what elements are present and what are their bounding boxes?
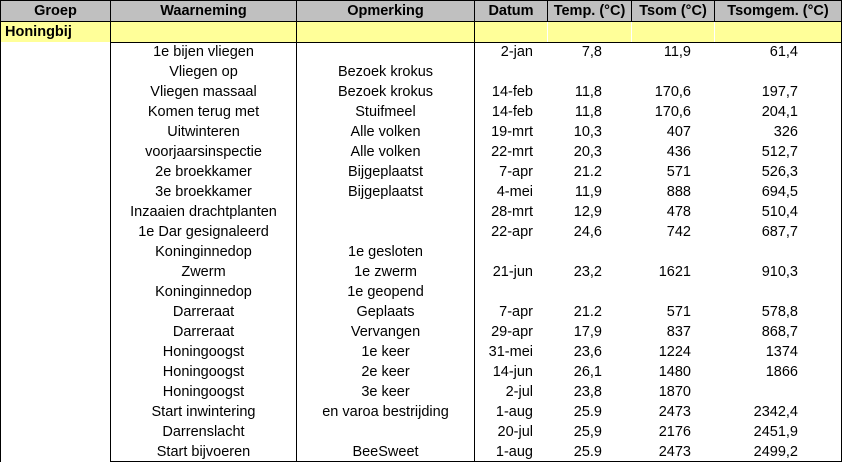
cell-tsomgem[interactable]: 61,4 [769,44,798,60]
cell-tsom[interactable]: 478 [666,204,691,220]
table-row [0,102,842,122]
cell-opmerking[interactable]: Bezoek krokus [337,84,434,100]
header-temp[interactable]: Temp. (°C) [548,1,631,21]
cell-tsom[interactable]: 11,9 [663,44,691,60]
cell-temp[interactable]: 21.2 [573,304,602,320]
grid-line [0,0,1,462]
cell-opmerking[interactable]: Geplaats [356,304,415,320]
cell-datum[interactable]: 19-mrt [491,124,533,140]
cell-tsomgem[interactable]: 526,3 [761,164,798,180]
group-cell[interactable] [111,22,296,42]
cell-tsom[interactable]: 837 [666,324,691,340]
cell-tsom[interactable]: 407 [666,124,691,140]
cell-datum[interactable] [475,62,547,82]
cell-tsomgem[interactable]: 510,4 [761,204,798,220]
table-row [0,402,842,422]
cell-tsom[interactable]: 571 [666,304,691,320]
cell-tsom[interactable]: 436 [666,144,691,160]
cell-opmerking[interactable] [297,222,474,242]
cell-temp[interactable]: 23,6 [573,344,602,360]
cell-opmerking[interactable] [297,42,474,62]
cell-datum[interactable]: 14-feb [491,84,533,100]
cell-tsomgem[interactable]: 204,1 [761,104,798,120]
cell-datum[interactable]: 7-apr [499,164,533,180]
cell-tsom[interactable]: 1870 [658,384,691,400]
cell-waarneming[interactable]: Inzaaien drachtplanten [130,204,277,220]
cell-tsomgem[interactable] [715,242,841,262]
cell-tsomgem[interactable]: 512,7 [761,144,798,160]
table-row [0,362,842,382]
cell-opmerking[interactable]: Bijgeplaatst [348,184,423,200]
table-row [0,122,842,142]
table-row [0,182,842,202]
cell-waarneming[interactable]: voorjaarsinspectie [145,144,262,160]
cell-tsom[interactable]: 170,6 [654,104,691,120]
cell-tsomgem[interactable]: 910,3 [761,264,798,280]
table-row [0,382,842,402]
table-row [0,242,842,262]
grid-line [0,21,842,22]
cell-datum[interactable]: 28-mrt [491,204,533,220]
cell-tsomgem[interactable] [715,62,841,82]
cell-temp[interactable]: 17,9 [573,324,602,340]
header-opmerking[interactable]: Opmerking [297,1,474,21]
cell-opmerking[interactable]: BeeSweet [352,444,419,460]
cell-temp[interactable]: 23,2 [573,264,602,280]
cell-datum[interactable]: 21-jun [492,264,533,280]
cell-tsom[interactable]: 571 [666,164,691,180]
group-label[interactable]: Honingbij [1,22,110,42]
table-row [0,222,842,242]
cell-waarneming[interactable]: Komen terug met [147,104,260,120]
cell-opmerking[interactable] [297,202,474,222]
cell-opmerking[interactable]: 3e keer [361,384,410,400]
cell-tsomgem[interactable]: 2342,4 [753,404,798,420]
cell-opmerking[interactable]: 1e gesloten [348,244,423,260]
cell-datum[interactable]: 7-apr [499,304,533,320]
cell-tsom[interactable] [632,242,714,262]
cell-waarneming[interactable]: Vliegen massaal [150,84,257,100]
cell-tsom[interactable]: 2176 [658,424,691,440]
cell-datum[interactable]: 22-mrt [491,144,533,160]
cell-temp[interactable] [548,242,631,262]
cell-waarneming[interactable]: Vliegen op [169,64,238,80]
cell-tsomgem[interactable]: 578,8 [761,304,798,320]
group-cell[interactable] [475,22,547,42]
cell-tsomgem[interactable]: 197,7 [761,84,798,100]
cell-temp[interactable]: 21.2 [573,164,602,180]
cell-temp[interactable]: 25.9 [573,444,602,460]
cell-waarneming[interactable]: 1e Dar gesignaleerd [138,224,269,240]
table-row [0,202,842,222]
cell-waarneming[interactable]: Honingoogst [162,384,245,400]
table-row [0,82,842,102]
cell-opmerking[interactable]: en varoa bestrijding [322,404,449,420]
cell-tsomgem[interactable] [715,282,841,302]
cell-temp[interactable]: 25.9 [573,404,602,420]
grid-line [110,42,842,43]
cell-waarneming[interactable]: 2e broekkamer [155,164,252,180]
cell-waarneming[interactable]: 1e bijen vliegen [153,44,254,60]
cell-datum[interactable]: 29-apr [491,324,533,340]
header-datum[interactable]: Datum [475,1,547,21]
table-row [0,422,842,442]
cell-waarneming[interactable]: Start bijvoeren [156,444,251,460]
group-cell[interactable] [297,22,474,42]
cell-tsomgem[interactable]: 326 [773,124,798,140]
cell-tsom[interactable]: 1621 [658,264,691,280]
header-groep[interactable]: Groep [1,1,110,21]
cell-waarneming[interactable]: Koninginnedop [155,284,252,300]
cell-opmerking[interactable]: 1e zwerm [354,264,417,280]
group-cell[interactable] [548,22,631,42]
table-row [0,322,842,342]
cell-datum[interactable]: 2-jul [505,384,533,400]
cell-opmerking[interactable]: Stuifmeel [355,104,416,120]
cell-datum[interactable]: 20-jul [497,424,533,440]
group-row [0,22,842,42]
cell-waarneming[interactable]: Darrenslacht [162,424,245,440]
cell-datum[interactable]: 2-jan [500,44,533,60]
grid-line [631,0,632,22]
grid-line [714,0,715,22]
cell-waarneming[interactable]: Honingoogst [162,364,245,380]
grid-line [110,0,111,462]
table-row [0,302,842,322]
cell-tsomgem[interactable]: 1866 [765,364,798,380]
cell-datum[interactable] [475,242,547,262]
cell-datum[interactable]: 22-apr [491,224,533,240]
header-tsom[interactable]: Tsom (°C) [632,1,714,21]
grid-line [474,0,475,462]
cell-waarneming[interactable]: Start inwintering [151,404,256,420]
grid-line [547,0,548,22]
table-row [0,62,842,82]
table-row [0,282,842,302]
cell-tsomgem[interactable]: 868,7 [761,324,798,340]
cell-opmerking[interactable]: Vervangen [350,324,421,340]
cell-tsom[interactable] [632,282,714,302]
cell-tsom[interactable]: 888 [666,184,691,200]
cell-tsom[interactable]: 742 [666,224,691,240]
cell-waarneming[interactable]: Zwerm [181,264,226,280]
cell-opmerking[interactable]: 2e keer [361,364,410,380]
grid-line [0,0,842,1]
table-row [0,262,842,282]
cell-temp[interactable]: 24,6 [573,224,602,240]
cell-waarneming[interactable]: Darreraat [172,324,235,340]
cell-temp[interactable]: 23,8 [573,384,602,400]
cell-opmerking[interactable]: Bezoek krokus [337,64,434,80]
cell-temp[interactable] [548,62,631,82]
cell-waarneming[interactable]: Darreraat [172,304,235,320]
cell-datum[interactable]: 4-mei [496,184,533,200]
cell-opmerking[interactable]: Bijgeplaatst [348,164,423,180]
cell-tsomgem[interactable]: 1374 [765,344,798,360]
cell-datum[interactable]: 31-mei [488,344,533,360]
header-row [0,1,842,21]
table-row [0,162,842,182]
cell-opmerking[interactable]: Alle volken [350,144,421,160]
cell-tsomgem[interactable]: 687,7 [761,224,798,240]
cell-temp[interactable]: 12,9 [573,204,602,220]
cell-tsom[interactable] [632,62,714,82]
table-row [0,42,842,62]
cell-temp[interactable]: 26,1 [573,364,602,380]
cell-temp[interactable]: 11,9 [574,184,602,200]
table-row [0,342,842,362]
cell-datum[interactable]: 14-feb [491,104,533,120]
cell-waarneming[interactable]: Honingoogst [162,344,245,360]
cell-tsom[interactable]: 1224 [658,344,691,360]
cell-waarneming[interactable]: 3e broekkamer [155,184,252,200]
header-waarneming[interactable]: Waarneming [111,1,296,21]
cell-waarneming[interactable]: Koninginnedop [155,244,252,260]
cell-opmerking[interactable]: 1e geopend [347,284,424,300]
cell-tsom[interactable]: 170,6 [654,84,691,100]
cell-tsom[interactable]: 2473 [658,444,691,460]
cell-tsomgem[interactable] [715,382,841,402]
cell-opmerking[interactable] [297,422,474,442]
cell-temp[interactable]: 11,8 [574,104,602,120]
cell-temp[interactable]: 10,3 [573,124,602,140]
group-cell[interactable] [715,22,841,42]
cell-datum[interactable] [475,282,547,302]
group-cell[interactable] [632,22,714,42]
cell-datum[interactable]: 1-aug [495,444,533,460]
grid-line [296,0,297,462]
cell-datum[interactable]: 14-jun [492,364,533,380]
cell-tsomgem[interactable]: 2451,9 [753,424,798,440]
cell-tsomgem[interactable]: 694,5 [761,184,798,200]
cell-tsomgem[interactable]: 2499,2 [753,444,798,460]
cell-temp[interactable]: 20,3 [573,144,602,160]
table-row [0,142,842,162]
cell-temp[interactable] [548,282,631,302]
table-row [0,442,842,462]
cell-temp[interactable]: 7,8 [581,44,602,60]
cell-datum[interactable]: 1-aug [495,404,533,420]
header-tsomgem[interactable]: Tsomgem. (°C) [715,1,841,21]
cell-opmerking[interactable]: 1e keer [361,344,410,360]
cell-tsom[interactable]: 2473 [658,404,691,420]
cell-temp[interactable]: 11,8 [574,84,602,100]
cell-tsom[interactable]: 1480 [658,364,691,380]
cell-waarneming[interactable]: Uitwinteren [167,124,240,140]
cell-temp[interactable]: 25,9 [573,424,602,440]
cell-opmerking[interactable]: Alle volken [350,124,421,140]
